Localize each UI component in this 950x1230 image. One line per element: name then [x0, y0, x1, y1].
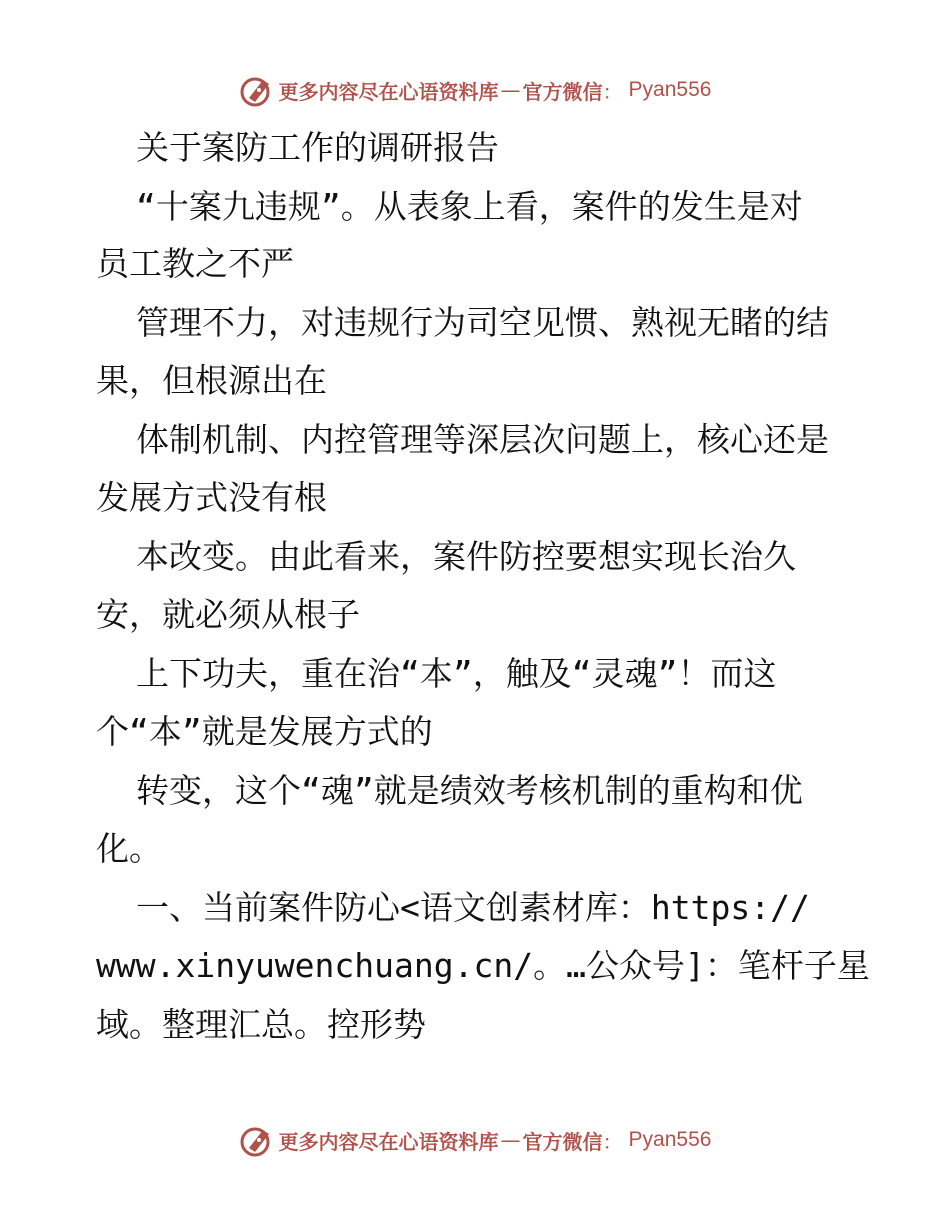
banner-colon: ：: [602, 1129, 623, 1154]
paragraph-line: 果，但根源出在: [96, 361, 327, 400]
banner-text: 更多内容尽在心语资料库: [278, 1129, 499, 1154]
header-banner: [0, 70, 950, 110]
paragraph-line: 管理不力，对违规行为司空见惯、熟视无睹的结: [136, 303, 829, 342]
banner-colon: ：: [602, 79, 623, 104]
paragraph-line: 安，就必须从根子: [96, 595, 360, 634]
paragraph-line: 一、当前案件防心<语文创素材库：https://: [136, 888, 810, 927]
paragraph-line: 域。整理汇总。控形势: [96, 1005, 426, 1044]
wechat-label: 官方微信: [522, 1129, 603, 1154]
wechat-id: Pyan556: [628, 78, 712, 101]
paragraph-line: “十案九违规”。从表象上看，案件的发生是对: [136, 187, 803, 226]
paragraph-line: 本改变。由此看来，案件防控要想实现长治久: [136, 537, 796, 576]
banner-dash: —: [500, 78, 521, 102]
footer-banner: [0, 1120, 950, 1160]
banner-dash: —: [500, 1128, 521, 1152]
paragraph-line: 发展方式没有根: [96, 478, 327, 517]
paragraph-line: www.xinyuwenchuang.cn/。…公众号]：笔杆子星: [96, 946, 870, 985]
paragraph-line: 化。: [96, 829, 162, 868]
wechat-id: Pyan556: [628, 1128, 712, 1151]
pen-nib-logo-icon: [239, 1122, 275, 1158]
document-title: 关于案防工作的调研报告: [136, 128, 499, 167]
banner-text: 更多内容尽在心语资料库: [278, 79, 499, 104]
wechat-label: 官方微信: [522, 79, 603, 104]
paragraph-line: 员工教之不严: [96, 244, 294, 283]
pen-nib-logo-icon: [239, 72, 275, 108]
paragraph-line: 转变，这个“魂”就是绩效考核机制的重构和优: [136, 771, 803, 810]
paragraph-line: 上下功夫，重在治“本”，触及“灵魂”！而这: [136, 654, 777, 693]
paragraph-line: 个“本”就是发展方式的: [96, 712, 433, 751]
paragraph-line: 体制机制、内控管理等深层次问题上，核心还是: [136, 420, 829, 459]
